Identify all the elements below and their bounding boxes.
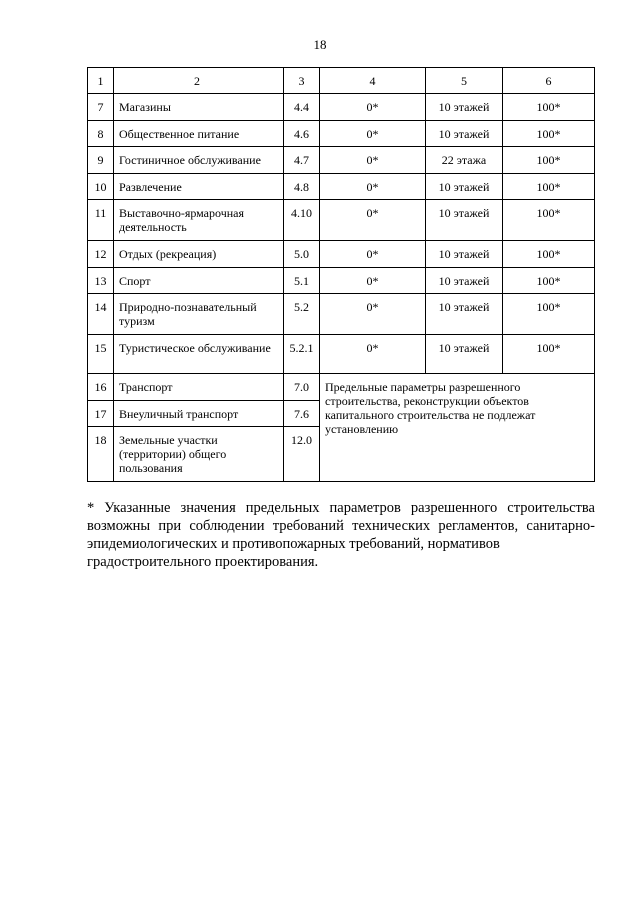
land-use-code: 12.0 [284,427,320,482]
page-number: 18 [313,37,327,52]
min-parameter: 0* [320,121,426,147]
max-coverage: 100* [503,121,595,147]
max-coverage: 100* [503,94,595,121]
table-row [88,200,595,241]
table-row [88,94,595,121]
row-number: 7 [88,94,114,121]
land-use-name: Развлечение [114,174,284,200]
land-use-code: 4.10 [284,200,320,241]
min-parameter: 0* [320,94,426,121]
land-use-code: 5.2 [284,294,320,335]
row-number: 17 [88,401,114,427]
max-floors: 10 этажей [426,335,503,374]
land-use-code: 5.2.1 [284,335,320,374]
max-coverage: 100* [503,174,595,200]
table-row [88,335,595,374]
row-number: 9 [88,147,114,174]
table-header-row [88,68,595,94]
max-floors: 10 этажей [426,200,503,241]
min-parameter: 0* [320,147,426,174]
land-use-name: Спорт [114,268,284,294]
min-parameter: 0* [320,174,426,200]
land-use-code: 4.8 [284,174,320,200]
footnote-text-end: градостроительного проектирования. [87,554,319,570]
header-cell: 6 [503,68,595,94]
table-row [88,374,595,401]
land-use-code: 5.0 [284,241,320,268]
row-number: 14 [88,294,114,335]
max-floors: 10 этажей [426,121,503,147]
max-floors: 10 этажей [426,241,503,268]
row-number: 16 [88,374,114,401]
header-cell: 2 [114,68,284,94]
land-use-name: Внеуличный транспорт [114,401,284,427]
row-number: 8 [88,121,114,147]
max-floors: 10 этажей [426,174,503,200]
land-use-name: Земельные участки (территории) общего пользования [114,427,284,482]
max-floors: 10 этажей [426,268,503,294]
land-use-name: Выставочно-ярмарочная деятельность [114,200,284,241]
land-use-code: 7.6 [284,401,320,427]
land-use-code: 4.6 [284,121,320,147]
header-cell: 1 [88,68,114,94]
max-coverage: 100* [503,268,595,294]
land-use-code: 4.4 [284,94,320,121]
table-row [88,147,595,174]
land-use-name: Природно-познавательный туризм [114,294,284,335]
row-number: 10 [88,174,114,200]
header-cell: 3 [284,68,320,94]
land-use-name: Туристическое обслуживание [114,335,284,374]
max-coverage: 100* [503,200,595,241]
table-row [88,241,595,268]
land-use-name: Отдых (рекреация) [114,241,284,268]
land-use-code: 7.0 [284,374,320,401]
max-floors: 10 этажей [426,94,503,121]
row-number: 13 [88,268,114,294]
min-parameter: 0* [320,200,426,241]
land-use-name: Транспорт [114,374,284,401]
merged-note-cell: Предельные параметры разрешенного строительства, реконструкции объектов капитального строительства не подлежат установлению [320,374,595,482]
header-cell: 4 [320,68,426,94]
row-number: 11 [88,200,114,241]
max-coverage: 100* [503,294,595,335]
max-coverage: 100* [503,241,595,268]
max-floors: 22 этажа [426,147,503,174]
max-floors: 10 этажей [426,294,503,335]
land-use-code: 5.1 [284,268,320,294]
max-coverage: 100* [503,147,595,174]
table-row [88,268,595,294]
land-use-code: 4.7 [284,147,320,174]
min-parameter: 0* [320,335,426,374]
footnote-text: * Указанные значения предельных параметров разрешенного строительства возможны при соблюдении требований технических регламентов, санитарно-эпидемиологических и противопожарных требований, нормативов [87,500,595,552]
header-cell: 5 [426,68,503,94]
table-row [88,121,595,147]
max-coverage: 100* [503,335,595,374]
land-use-name: Магазины [114,94,284,121]
min-parameter: 0* [320,241,426,268]
land-use-name: Гостиничное обслуживание [114,147,284,174]
table-row [88,294,595,335]
footnote [87,499,595,571]
land-use-name: Общественное питание [114,121,284,147]
row-number: 12 [88,241,114,268]
min-parameter: 0* [320,294,426,335]
row-number: 15 [88,335,114,374]
table-row [88,174,595,200]
row-number: 18 [88,427,114,482]
min-parameter: 0* [320,268,426,294]
parameters-table [87,67,595,482]
